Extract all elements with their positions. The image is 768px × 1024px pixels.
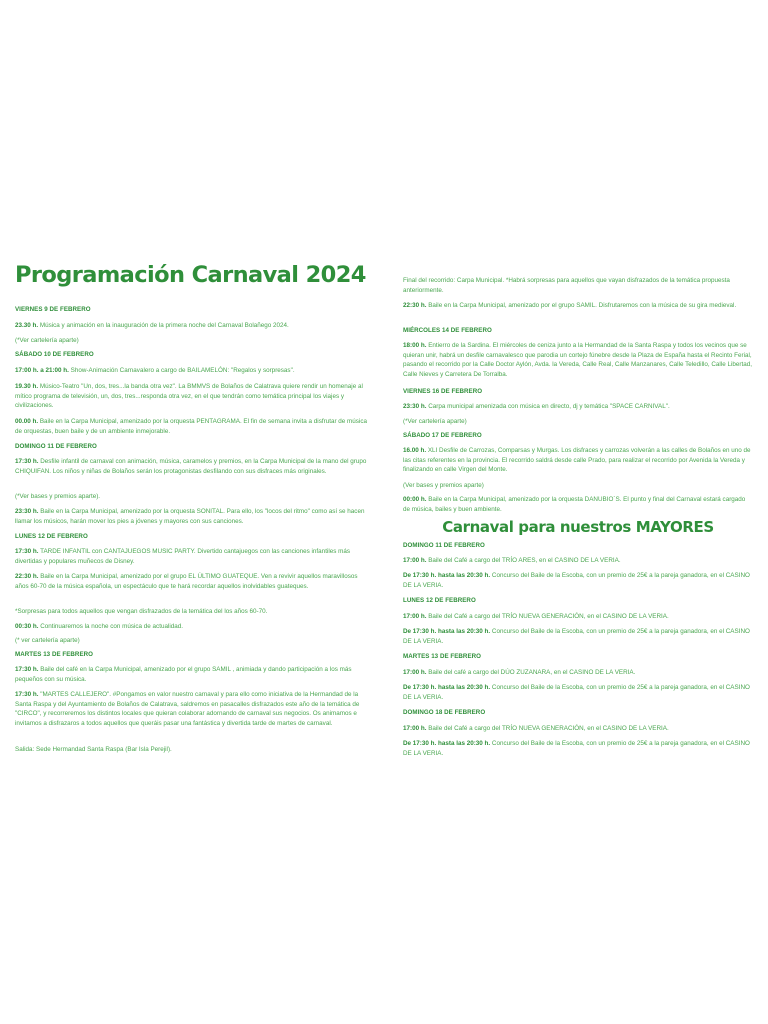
event-text: De 17:30 h. hasta las 20:30 h. Concurso del Baile de la Escoba, con un premio de 25€ a la pareja ganadora, en el CASINO DE LA VERIA. bbox=[403, 684, 750, 701]
event-text: De 17:30 h. hasta las 20:30 h. Concurso del Baile de la Escoba, con un premio de 25€ a la pareja ganadora, en el CASINO DE LA VERIA. bbox=[403, 740, 750, 757]
day-heading: VIERNES 9 DE FEBRERO bbox=[15, 306, 91, 313]
event-text: 17:30 h. Baile del café en la Carpa Municipal, amenizado por el grupo SAMIL , animiada y dando participación a los más pequeños con su música. bbox=[15, 666, 352, 683]
event-text: 18:00 h. Entierro de la Sardina. El miércoles de ceniza junto a la Hermandad de la Santa Raspa y todos los vecinos que se quieran unir, habrá un desfile carnavalesco que parodia un cortejo fúnebre desde la Plaza de España hasta el Recinto Ferial, pasando el recorrido por la Calle Doctor Aylón, Avda. la Vereda, Calle Real, Calle Manzanares, Calle Teledillo, Calle Libertad, Calle Nieves y Carretera De Torralba. bbox=[403, 342, 752, 378]
day-heading: LUNES 12 DE FEBRERO bbox=[403, 597, 476, 604]
event-text: 00.00 h. Baile en la Carpa Municipal, amenizado por la orquesta PENTAGRAMA. El fin de semana invita a disfrutar de música de orquestas, buen baile y de un ambiente inmejorable. bbox=[15, 418, 367, 435]
event-text: 22:30 h. Baile en la Carpa Municipal, amenizado por el grupo SAMIL. Disfrutaremos con la música de su gira medieval. bbox=[403, 302, 737, 309]
day-heading: VIERNES 16 DE FEBRERO bbox=[403, 388, 483, 395]
event-text: 00:30 h. Continuaremos la noche con música de actualidad. bbox=[15, 623, 184, 630]
event-text: 23:30 h. Carpa municipal amenizada con música en directo, dj y temática "SPACE CARNIVAL". bbox=[403, 403, 670, 410]
day-heading: SÁBADO 17 DE FEBRERO bbox=[403, 432, 482, 439]
day-heading: MIÉRCOLES 14 DE FEBRERO bbox=[403, 327, 492, 334]
event-text: 16.00 h. XLI Desfile de Carrozas, Comparsas y Murgas. Los disfraces y carrozas volverán a las calles de Bolaños en uno de las citas referentes en la provincia. El recorrido saldrá desde calle Prado, para realizar el recorrido por Avenida la Vereda y finalizando en calle Virgen del Monte. bbox=[403, 447, 751, 474]
day-heading: DOMINGO 11 DE FEBRERO bbox=[403, 542, 485, 549]
event-text: 17:00 h. Baile del Café a cargo del TRÍO ARES, en el CASINO DE LA VERIA. bbox=[403, 557, 621, 564]
event-text: Final del recorrido: Carpa Municipal. *Habrá sorpresas para aquellos que vayan disfrazados de la temática propuesta anteriormente. bbox=[403, 277, 730, 294]
event-text: 17:00 h. Baile del Café a cargo del TRÍO NUEVA GENERACIÓN, en el CASINO DE LA VERIA. bbox=[403, 613, 669, 620]
day-heading: MARTES 13 DE FEBRERO bbox=[403, 653, 482, 660]
event-note: (*Ver cartelería aparte) bbox=[403, 418, 467, 425]
event-text: De 17:30 h. hasta las 20:30 h. Concurso del Baile de la Escoba, con un premio de 25€ a la pareja ganadora, en el CASINO DE LA VERIA. bbox=[403, 628, 750, 645]
event-text: 23:30 h. Baile en la Carpa Municipal, amenizado por la orquesta SONITAL. Para ello, los "locos del ritmo" como así se hacen llamar los músicos, harán mover los pies a jóvenes y mayores con sus canciones. bbox=[15, 508, 365, 525]
event-text: 17:30 h. TARDE INFANTIL con CANTAJUEGOS MUSIC PARTY. Divertido cantajuegos con las canciones infantiles más divertidas y populares muñecos de Disney. bbox=[15, 548, 351, 565]
event-text: 19.30 h. Músico-Teatro "Un, dos, tres...la banda otra vez". La BMMVS de Bolaños de Calatrava quiere rendir un homenaje al mítico programa de televisión, un, dos, tres...responda otra vez, en el que tendrán como temática principal los viajes y civilizaciones. bbox=[15, 383, 363, 410]
event-text: 17:00 h. Baile del café a cargo del DÚO ZUZANARA, en el CASINO DE LA VERIA. bbox=[403, 669, 636, 676]
event-text: 22:30 h. Baile en la Carpa Municipal, amenizado por el grupo EL ÚLTIMO GUATEQUE. Ven a revivir aquellos maravillosos años 60-70 de la música española, un espectáculo que te hará recordar aquellos inolvidables guateques. bbox=[15, 573, 358, 590]
event-note: (* ver cartelería aparte) bbox=[15, 637, 80, 644]
day-heading: MARTES 13 DE FEBRERO bbox=[15, 651, 94, 658]
event-text: 00:00 h. Baile en la Carpa Municipal, amenizado por la orquesta DANUBIO´S. El punto y final del Carnaval estará cargado de música, bailes y buen ambiente. bbox=[403, 496, 746, 513]
day-heading: SÁBADO 10 DE FEBRERO bbox=[15, 351, 94, 358]
day-heading: LUNES 12 DE FEBRERO bbox=[15, 533, 88, 540]
mayores-title: Carnaval para nuestros MAYORES bbox=[442, 518, 714, 536]
day-heading: DOMINGO 11 DE FEBRERO bbox=[15, 443, 97, 450]
event-text: Salida: Sede Hermandad Santa Raspa (Bar Isla Perejil). bbox=[15, 746, 172, 753]
event-text: 17:30 h. Desfile infantil de carnaval con animación, música, caramelos y premios, en la Carpa Municipal de la mano del grupo CHIQUIFAN. Los niños y niñas de Bolaños serán los protagonistas desfilando con sus disfraces más originales. bbox=[15, 458, 367, 475]
day-heading: DOMINGO 18 DE FEBRERO bbox=[403, 709, 486, 716]
event-text: 23.30 h. Música y animación en la inauguración de la primera noche del Carnaval Bolañego 2024. bbox=[15, 322, 289, 329]
event-note: (*Ver cartelería aparte) bbox=[15, 337, 79, 344]
page-title: Programación Carnaval 2024 bbox=[15, 262, 366, 288]
event-note: (*Ver bases y premios aparte). bbox=[15, 493, 101, 500]
event-text: De 17:30 h. hasta las 20:30 h. Concurso del Baile de la Escoba, con un premio de 25€ a la pareja ganadora, en el CASINO DE LA VERIA. bbox=[403, 572, 750, 589]
event-note: (Ver bases y premios aparte) bbox=[403, 482, 484, 489]
event-note: *Sorpresas para todos aquellos que vengan disfrazados de la temática del los años 60-70. bbox=[15, 608, 268, 615]
event-text: 17:30 h. "MARTES CALLEJERO". #Pongamos en valor nuestro carnaval y para ello como iniciativa de la Hermandad de la Santa Raspa y del Ayuntamiento de Bolaños de Calatrava, saldremos en pasacalles disfrazados este año de la temática de "CIRCO", y recorreremos los distintos locales que quieran colaborar adornando de carnaval sus negocios. Os animamos e invitamos a disfrazaros a todos aquellos que queráis pasar una fantástica y divertida tarde de martes de carnaval. bbox=[15, 691, 360, 727]
event-text: 17:00 h. Baile del Café a cargo del TRÍO NUEVA GENERACIÓN, en el CASINO DE LA VERIA. bbox=[403, 725, 669, 732]
event-text: 17:00 h. a 21:00 h. Show-Animación Carnavalero a cargo de BAILAMELÓN: "Regalos y sorpresas". bbox=[15, 367, 295, 374]
